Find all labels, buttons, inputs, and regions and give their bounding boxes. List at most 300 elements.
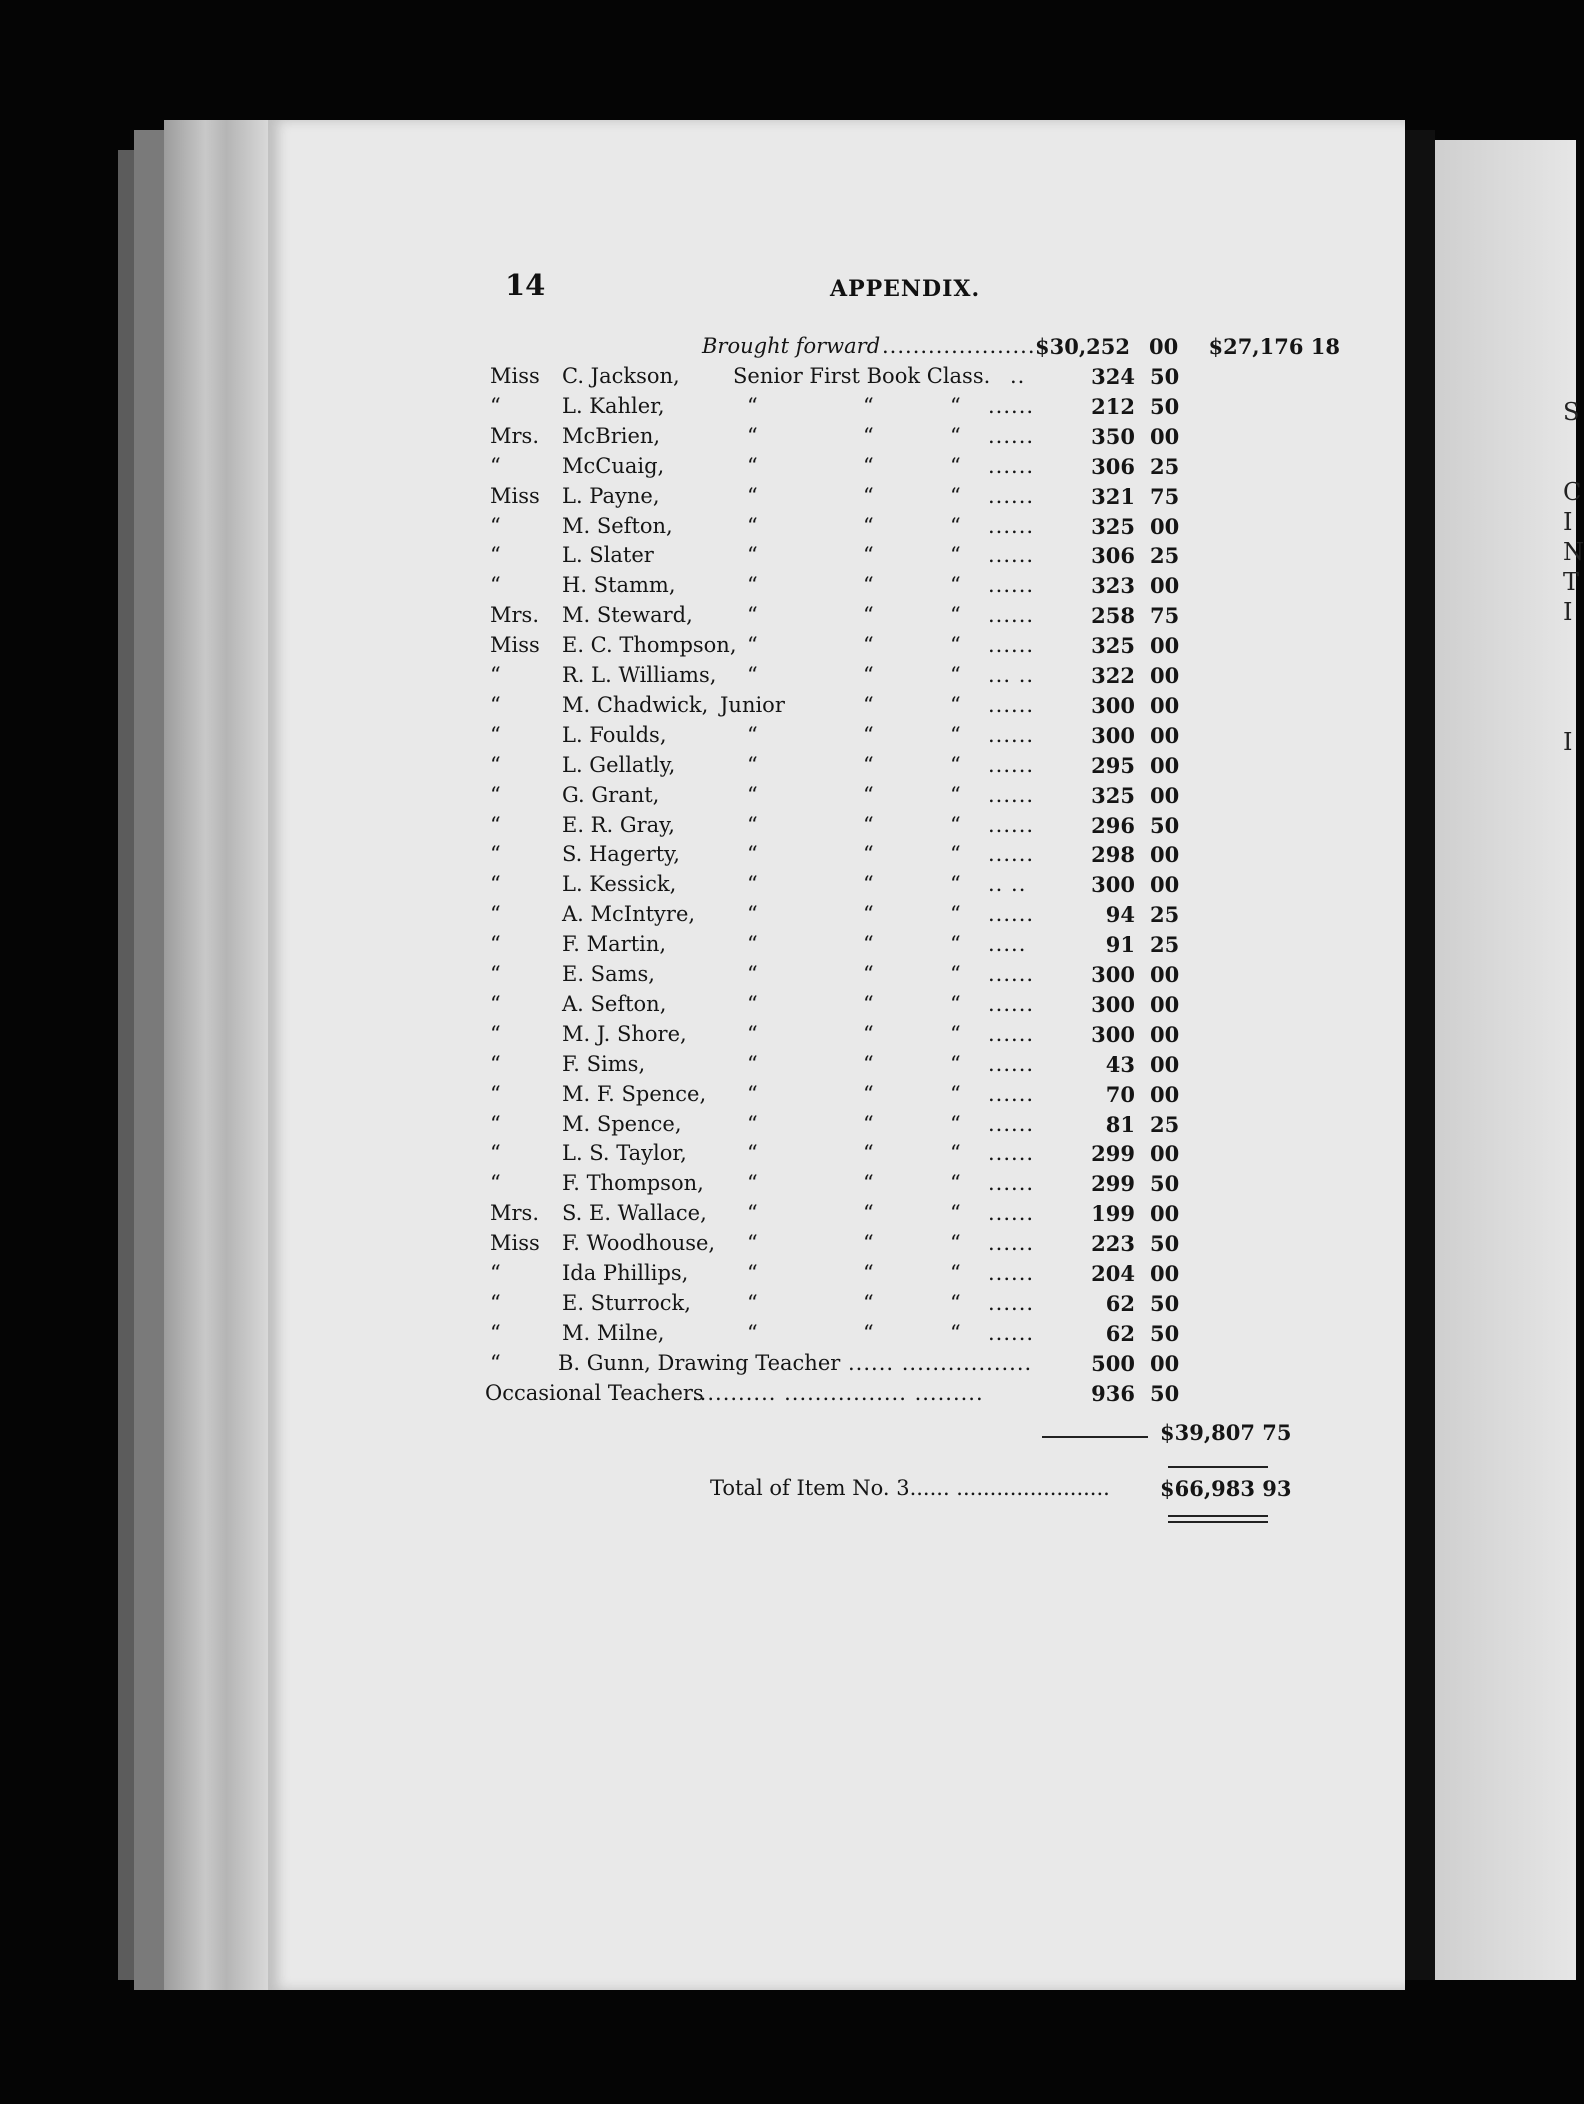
ditto-mark: “ — [747, 423, 758, 448]
table-row — [470, 1261, 1290, 1291]
ditto-mark: “ — [863, 1290, 874, 1315]
ditto-mark: “ — [863, 1021, 874, 1046]
facing-page-fragment: S — [1563, 398, 1580, 426]
amount-cents: 25 — [1150, 453, 1180, 479]
ditto-mark: “ — [747, 663, 758, 687]
amount-cents: 75 — [1150, 483, 1180, 509]
book-edge-inner — [164, 120, 268, 1990]
ditto-mark: “ — [863, 991, 874, 1016]
ditto-mark: “ — [950, 752, 961, 777]
leader-dots: ........... ................ ......... — [692, 1380, 984, 1405]
ditto-mark: “ — [950, 812, 961, 837]
table-row — [470, 364, 1290, 394]
facing-page-fragment: N — [1563, 538, 1584, 566]
leader-dots: ...... ................. — [848, 1350, 1033, 1375]
leader-dots: ...... — [988, 722, 1035, 747]
table-row — [470, 1171, 1290, 1201]
ditto-mark: “ — [747, 1081, 758, 1106]
row-name: McCuaig, — [562, 453, 665, 478]
row-title: “ — [490, 991, 501, 1016]
ditto-mark: “ — [863, 633, 874, 658]
row-title: Mrs. — [490, 603, 539, 628]
ditto-mark: “ — [950, 1141, 961, 1166]
row-name: F. Thompson, — [562, 1171, 704, 1196]
table-row — [470, 424, 1290, 454]
amount-dollars: 300 — [1091, 692, 1135, 718]
row-title: Mrs. — [490, 1201, 539, 1226]
row-title: “ — [490, 842, 501, 867]
row-title: “ — [490, 812, 501, 837]
amount-dollars: 300 — [1091, 991, 1135, 1017]
amount-cents: 50 — [1150, 364, 1180, 389]
leader-dots: ...... — [988, 423, 1035, 448]
ditto-mark: “ — [950, 932, 961, 957]
row-title: “ — [490, 1290, 501, 1315]
amount-dollars: 325 — [1091, 513, 1135, 539]
amount-cents: 00 — [1150, 573, 1180, 599]
table-row — [470, 962, 1290, 992]
ditto-mark: “ — [950, 722, 961, 747]
ditto-mark: “ — [747, 633, 758, 658]
leader-dots: ...... — [988, 842, 1035, 867]
table-row — [470, 783, 1290, 813]
amount-dollars: 94 — [1105, 902, 1135, 928]
row-title: “ — [490, 962, 501, 986]
leader-dots: ...... — [988, 782, 1035, 807]
row-name: S. Hagerty, — [562, 842, 680, 867]
row-title: “ — [490, 453, 501, 478]
row-title: Mrs. — [490, 423, 539, 448]
subtotal-rule — [1042, 1436, 1148, 1438]
amount-cents: 50 — [1150, 1380, 1180, 1406]
ditto-mark: “ — [950, 991, 961, 1016]
row-title: “ — [490, 393, 501, 418]
table-row — [470, 543, 1290, 573]
row-title: “ — [490, 1320, 501, 1345]
row-name: M. Steward, — [562, 603, 693, 628]
table-row — [470, 1022, 1290, 1052]
leader-dots: ...... — [988, 752, 1035, 777]
ditto-mark: “ — [747, 1261, 758, 1285]
ditto-mark: “ — [747, 1231, 758, 1256]
ditto-mark: “ — [950, 1201, 961, 1226]
grand-total-dots: ...... ....................... — [909, 1476, 1110, 1500]
amount-cents: 25 — [1150, 902, 1180, 928]
amount-cents: 00 — [1150, 991, 1180, 1017]
ditto-mark: “ — [863, 543, 874, 568]
amount-dollars: 91 — [1105, 932, 1135, 958]
row-title: “ — [490, 1081, 501, 1106]
ditto-mark: “ — [950, 543, 961, 568]
amount-cents: 50 — [1150, 812, 1180, 838]
amount-cents: 25 — [1150, 932, 1180, 958]
amount-dollars: 323 — [1091, 573, 1135, 599]
amount-dollars: 500 — [1091, 1350, 1135, 1376]
row-name: G. Grant, — [562, 782, 660, 807]
amount-dollars: 325 — [1091, 633, 1135, 659]
table-row — [470, 693, 1290, 723]
row-name: M. Sefton, — [562, 513, 673, 538]
ditto-mark: “ — [863, 1261, 874, 1285]
page-number: 14 — [505, 268, 546, 302]
amount-dollars: 62 — [1105, 1290, 1135, 1316]
ditto-mark: “ — [747, 1201, 758, 1226]
row-title: “ — [490, 932, 501, 957]
ditto-mark: “ — [950, 633, 961, 658]
amount-cents: 50 — [1150, 1171, 1180, 1197]
row-title: Miss — [490, 1231, 540, 1256]
leader-dots: ...... — [988, 483, 1035, 508]
amount-dollars: 300 — [1091, 872, 1135, 898]
amount-dollars: 199 — [1091, 1201, 1135, 1227]
row-title: “ — [490, 513, 501, 538]
amount-cents: 00 — [1150, 782, 1180, 808]
table-row — [470, 1112, 1290, 1142]
brought-forward-dollars: $30,252 — [1035, 334, 1130, 359]
ditto-mark: “ — [747, 453, 758, 478]
amount-cents: 00 — [1150, 842, 1180, 868]
table-row — [470, 872, 1290, 902]
book-edge-outer — [118, 150, 134, 1980]
ditto-mark: “ — [863, 902, 874, 927]
table-row — [470, 753, 1290, 783]
table-row — [470, 1381, 1290, 1411]
grand-total-row — [710, 1476, 1292, 1501]
ditto-mark: “ — [863, 692, 874, 717]
ditto-mark: “ — [950, 513, 961, 538]
ditto-mark: “ — [863, 1081, 874, 1106]
ditto-mark: “ — [950, 872, 961, 897]
amount-dollars: 300 — [1091, 962, 1135, 987]
ditto-mark: “ — [747, 782, 758, 807]
ditto-mark: “ — [747, 902, 758, 927]
grand-total-label: Total of Item No. 3 — [710, 1476, 910, 1500]
ditto-mark: “ — [747, 1171, 758, 1196]
ditto-mark: “ — [863, 962, 874, 986]
book-spine — [1405, 130, 1435, 1980]
amount-dollars: 325 — [1091, 782, 1135, 808]
amount-cents: 00 — [1150, 633, 1180, 659]
row-name: A. Sefton, — [562, 991, 667, 1016]
amount-dollars: 298 — [1091, 842, 1135, 868]
table-row — [470, 723, 1290, 753]
table-row — [470, 1052, 1290, 1082]
ditto-mark: “ — [950, 962, 961, 986]
table-row — [470, 1291, 1290, 1321]
row-name: S. E. Wallace, — [562, 1201, 707, 1226]
leader-dots: ...... — [988, 692, 1035, 717]
table-row — [470, 484, 1290, 514]
table-row — [470, 1141, 1290, 1171]
leader-dots: ...... — [988, 902, 1035, 927]
row-title: Miss — [490, 483, 540, 508]
ditto-mark: “ — [747, 573, 758, 598]
amount-cents: 50 — [1150, 1231, 1180, 1257]
amount-dollars: 223 — [1091, 1231, 1135, 1257]
leader-dots: ...... — [988, 633, 1035, 658]
ditto-mark: “ — [950, 453, 961, 478]
table-row — [470, 454, 1290, 484]
amount-dollars: 212 — [1091, 393, 1135, 419]
row-title: “ — [490, 543, 501, 568]
table-row — [470, 932, 1290, 962]
ditto-mark: “ — [950, 1111, 961, 1136]
ditto-mark: “ — [863, 752, 874, 777]
row-name: F. Martin, — [562, 932, 667, 957]
row-name: H. Stamm, — [562, 573, 676, 598]
ditto-mark: “ — [863, 842, 874, 867]
facing-page — [1435, 140, 1584, 1980]
table-row — [470, 992, 1290, 1022]
table-row — [470, 514, 1290, 544]
row-title: Miss — [490, 364, 540, 388]
row-name: M. Chadwick, — [562, 692, 709, 717]
grand-total-double-rule-1 — [1168, 1515, 1268, 1517]
amount-dollars: 300 — [1091, 722, 1135, 748]
ditto-mark: “ — [747, 872, 758, 897]
amount-cents: 50 — [1150, 1320, 1180, 1346]
row-name: L. Slater — [562, 543, 654, 568]
amount-dollars: 306 — [1091, 453, 1135, 479]
row-name: F. Sims, — [562, 1051, 646, 1076]
ditto-mark: “ — [950, 573, 961, 598]
ditto-mark: “ — [863, 513, 874, 538]
row-name: M. Spence, — [562, 1111, 682, 1136]
ditto-mark: “ — [950, 842, 961, 867]
amount-cents: 00 — [1150, 752, 1180, 778]
row-title: “ — [490, 1111, 501, 1136]
ditto-mark: “ — [747, 991, 758, 1016]
leader-dots: ... .. — [988, 663, 1035, 687]
brought-forward-total: $27,176 18 — [1208, 334, 1340, 359]
table-row — [470, 842, 1290, 872]
book-edge-middle — [134, 130, 164, 1990]
amount-cents: 00 — [1150, 513, 1180, 539]
amount-dollars: 300 — [1091, 1021, 1135, 1047]
table-row — [470, 633, 1290, 663]
leader-dots: ...... — [988, 812, 1035, 837]
subtotal-underline — [1168, 1466, 1268, 1468]
amount-dollars: 70 — [1105, 1081, 1135, 1107]
leader-dots: ...... — [988, 573, 1035, 598]
ditto-mark: “ — [863, 1201, 874, 1226]
ditto-mark: “ — [950, 1081, 961, 1106]
amount-dollars: 350 — [1091, 423, 1135, 449]
table-row — [470, 1201, 1290, 1231]
ditto-mark: “ — [863, 932, 874, 957]
amount-cents: 00 — [1150, 872, 1180, 898]
brought-forward-label: Brought forward — [702, 334, 881, 358]
ditto-mark: “ — [863, 1141, 874, 1166]
leader-dots: ...... — [988, 513, 1035, 538]
amount-dollars: 324 — [1091, 364, 1135, 389]
row-name: Ida Phillips, — [562, 1261, 689, 1285]
amount-cents: 50 — [1150, 393, 1180, 419]
table-row — [470, 663, 1290, 693]
grand-total-value: $66,983 93 — [1160, 1476, 1292, 1501]
amount-dollars: 299 — [1091, 1141, 1135, 1167]
row-name: A. McIntyre, — [562, 902, 696, 927]
row-title: “ — [490, 902, 501, 927]
row-name: L. Kahler, — [562, 393, 665, 418]
ditto-mark: “ — [747, 1021, 758, 1046]
amount-cents: 00 — [1150, 722, 1180, 748]
ditto-mark: “ — [950, 1231, 961, 1256]
leader-dots: ...... — [988, 543, 1035, 568]
leader-dots: .. .. — [988, 872, 1027, 897]
amount-dollars: 295 — [1091, 752, 1135, 778]
ditto-mark: “ — [747, 483, 758, 508]
row-name: L. Payne, — [562, 483, 660, 508]
ditto-mark: “ — [747, 812, 758, 837]
ditto-mark: “ — [950, 1021, 961, 1046]
facing-page-fragment: I — [1563, 728, 1573, 756]
ditto-mark: “ — [747, 722, 758, 747]
amount-dollars: 258 — [1091, 603, 1135, 629]
row-title: “ — [490, 782, 501, 807]
row-title: “ — [490, 752, 501, 777]
ditto-mark: “ — [747, 932, 758, 957]
ditto-mark: “ — [863, 1111, 874, 1136]
ditto-mark: “ — [863, 453, 874, 478]
row-class: Senior First Book Class. — [733, 364, 991, 388]
row-name: E. C. Thompson, — [562, 633, 737, 658]
row-title: “ — [490, 1171, 501, 1196]
row-name: L. Kessick, — [562, 872, 677, 897]
row-title: “ — [490, 1051, 501, 1076]
ditto-mark: “ — [863, 663, 874, 687]
amount-cents: 00 — [1150, 1201, 1180, 1227]
ditto-mark: “ — [747, 842, 758, 867]
leader-dots: ...... — [988, 962, 1035, 986]
leader-dots: ...... — [988, 453, 1035, 478]
ditto-mark: “ — [863, 812, 874, 837]
leader-dots: ...... — [988, 393, 1035, 418]
amount-cents: 00 — [1150, 1081, 1180, 1107]
row-name: M. Milne, — [562, 1320, 665, 1345]
ditto-mark: “ — [747, 962, 758, 986]
amount-dollars: 81 — [1105, 1111, 1135, 1137]
leader-dots: ...... — [988, 1021, 1035, 1046]
ditto-mark: “ — [747, 752, 758, 777]
row-name: C. Jackson, — [562, 364, 680, 388]
row-name: B. Gunn, Drawing Teacher — [558, 1350, 841, 1375]
amount-cents: 25 — [1150, 543, 1180, 569]
leader-dots: .. — [1010, 364, 1026, 388]
amount-cents: 00 — [1150, 1141, 1180, 1167]
amount-dollars: 62 — [1105, 1320, 1135, 1346]
leader-dots: ...... — [988, 1171, 1035, 1196]
table-row — [470, 603, 1290, 633]
ditto-mark: “ — [863, 1051, 874, 1076]
subtotal-value: $39,807 75 — [1160, 1420, 1292, 1445]
leader-dots: ...... — [988, 1290, 1035, 1315]
ditto-mark: “ — [950, 483, 961, 508]
ditto-mark: “ — [863, 1320, 874, 1345]
leader-dots: ...... — [988, 1051, 1035, 1076]
facing-page-fragment: I — [1563, 598, 1573, 626]
table-row — [470, 573, 1290, 603]
row-name: E. Sturrock, — [562, 1290, 691, 1315]
row-title: “ — [490, 872, 501, 897]
brought-forward-dots: .................... — [882, 334, 1036, 358]
ditto-mark: “ — [747, 1320, 758, 1345]
ditto-mark: “ — [747, 603, 758, 628]
row-name: Occasional Teachers — [485, 1380, 704, 1405]
row-name: M. J. Shore, — [562, 1021, 687, 1046]
ditto-mark: “ — [950, 1051, 961, 1076]
ditto-mark: “ — [863, 1231, 874, 1256]
ditto-mark: “ — [950, 1320, 961, 1345]
row-title: “ — [490, 1141, 501, 1166]
ditto-mark: “ — [747, 1141, 758, 1166]
leader-dots: ...... — [988, 603, 1035, 628]
row-title: “ — [490, 1350, 501, 1375]
amount-dollars: 321 — [1091, 483, 1135, 509]
ditto-mark: “ — [863, 1171, 874, 1196]
ditto-mark: “ — [863, 573, 874, 598]
running-head: APPENDIX. — [830, 276, 981, 302]
table-row — [470, 1082, 1290, 1112]
ditto-mark: “ — [950, 692, 961, 717]
amount-cents: 00 — [1150, 1051, 1180, 1077]
leader-dots: ...... — [988, 1111, 1035, 1136]
leader-dots: ...... — [988, 1201, 1035, 1226]
row-name: F. Woodhouse, — [562, 1231, 716, 1256]
ditto-mark: “ — [747, 543, 758, 568]
row-title: “ — [490, 692, 501, 717]
facing-page-fragment: C — [1563, 478, 1582, 506]
amount-dollars: 204 — [1091, 1261, 1135, 1286]
ditto-mark: “ — [863, 722, 874, 747]
ditto-mark: “ — [950, 1290, 961, 1315]
facing-page-fragment: I — [1563, 508, 1573, 536]
leader-dots: ...... — [988, 1231, 1035, 1256]
leader-dots: ...... — [988, 1141, 1035, 1166]
amount-cents: 50 — [1150, 1290, 1180, 1316]
ditto-mark: “ — [863, 423, 874, 448]
amount-cents: 00 — [1150, 663, 1180, 688]
row-title: “ — [490, 1261, 501, 1285]
amount-cents: 25 — [1150, 1111, 1180, 1137]
row-title: “ — [490, 663, 501, 687]
ditto-mark: “ — [950, 902, 961, 927]
ditto-mark: “ — [747, 393, 758, 418]
grand-total-double-rule-2 — [1168, 1521, 1268, 1523]
row-name: L. Foulds, — [562, 722, 667, 747]
ditto-mark: “ — [747, 1111, 758, 1136]
ditto-mark: “ — [863, 603, 874, 628]
row-name: R. L. Williams, — [562, 663, 717, 687]
table-row — [470, 902, 1290, 932]
amount-dollars: 322 — [1091, 663, 1135, 688]
row-title: “ — [490, 573, 501, 598]
table-row — [470, 394, 1290, 424]
leader-dots: ...... — [988, 991, 1035, 1016]
ditto-mark: “ — [950, 782, 961, 807]
brought-forward-cents: 00 — [1149, 334, 1179, 359]
table-row — [470, 813, 1290, 843]
amount-dollars: 296 — [1091, 812, 1135, 838]
ditto-mark: “ — [747, 1051, 758, 1076]
ditto-mark: “ — [747, 1290, 758, 1315]
ditto-mark: “ — [950, 603, 961, 628]
row-title: Miss — [490, 633, 540, 658]
amount-dollars: 936 — [1091, 1380, 1135, 1406]
ditto-mark: “ — [950, 393, 961, 418]
amount-cents: 00 — [1150, 1350, 1180, 1376]
amount-cents: 00 — [1150, 1261, 1180, 1286]
